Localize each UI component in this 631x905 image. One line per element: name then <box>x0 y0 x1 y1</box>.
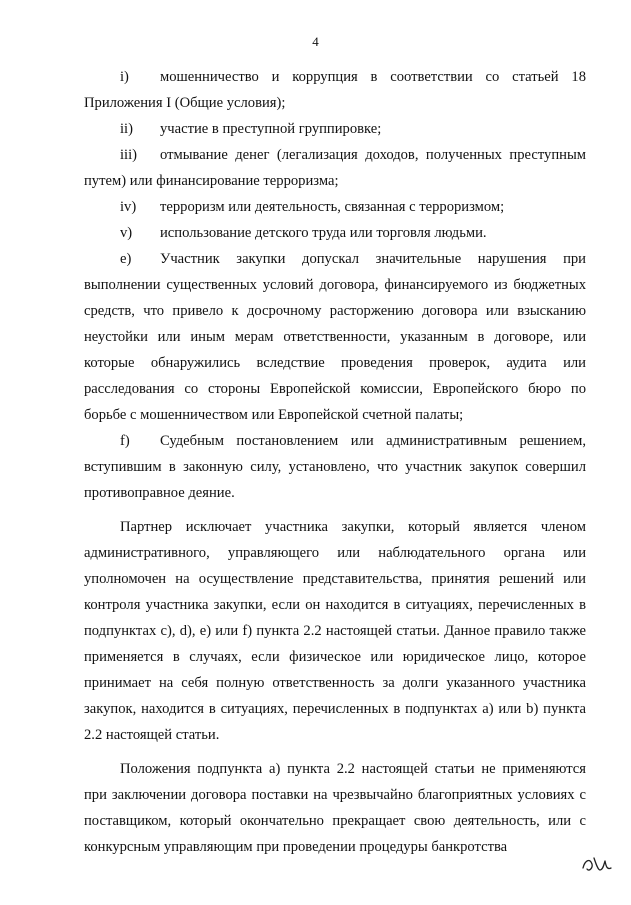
item-marker: f) <box>120 433 130 449</box>
item-text: терроризм или деятельность, связанная с терроризмом; <box>160 199 505 215</box>
item-marker: v) <box>120 225 133 241</box>
list-item-v <box>84 220 586 246</box>
item-text: использование детского труда или торговля людьми. <box>160 225 487 241</box>
list-item-e <box>84 246 586 428</box>
item-marker: e) <box>120 251 132 267</box>
list-item-f <box>84 428 586 506</box>
item-text: Судебным постановлением или административным решением, вступившим в законную силу, установлено, что участник закупок совершил противоправное деяние. <box>84 433 586 501</box>
handwritten-initials <box>580 850 614 876</box>
item-text: участие в преступной группировке; <box>160 121 382 137</box>
item-marker: i) <box>120 69 129 85</box>
item-text: отмывание денег (легализация доходов, полученных преступным путем) или финансирование терроризма; <box>84 147 586 189</box>
item-marker: iii) <box>120 147 138 163</box>
document-body <box>84 64 586 860</box>
item-marker: iv) <box>120 199 137 215</box>
page-number: 4 <box>312 34 319 49</box>
list-item-iii <box>84 142 586 194</box>
item-text: мошенничество и коррупция в соответствии со статьей 18 Приложения I (Общие условия); <box>84 69 586 111</box>
item-marker: ii) <box>120 121 133 137</box>
list-item-i <box>84 64 586 116</box>
list-item-ii <box>84 116 586 142</box>
list-item-iv <box>84 194 586 220</box>
paragraph-exclusion-rule: Партнер исключает участника закупки, который является членом административного, управляющего или наблюдательного органа или уполномочен на осуществление представительства, принятия решений или контроля участника закупки, если он находится в ситуациях, перечисленных в подпунктах c), d), e) или f) пункта 2.2 настоящей статьи. Данное правило также применяется в случаях, если физическое или юридическое лицо, которое принимает на себя полную ответственность за долги указанного участника закупок, находится в ситуациях, перечисленных в подпунктах a) или b) пункта 2.2 настоящей статьи. <box>84 519 586 743</box>
paragraph-exception-rule: Положения подпункта a) пункта 2.2 настоящей статьи не применяются при заключении договора поставки на чрезвычайно благоприятных условиях с поставщиком, который окончательно прекращает свою деятельность, или с конкурсным управляющим при проведении процедуры банкротства <box>84 761 586 855</box>
item-text: Участник закупки допускал значительные нарушения при выполнении существенных условий договора, финансируемого из бюджетных средств, что привело к досрочному расторжению договора или взысканию неустойки или иным мерам ответственности, указанным в договоре, или которые обнаружились вследствие проведения проверок, аудита или расследования со стороны Европейской комиссии, Европейского бюро по борьбе с мошенничеством или Европейской счетной палаты; <box>84 251 586 423</box>
